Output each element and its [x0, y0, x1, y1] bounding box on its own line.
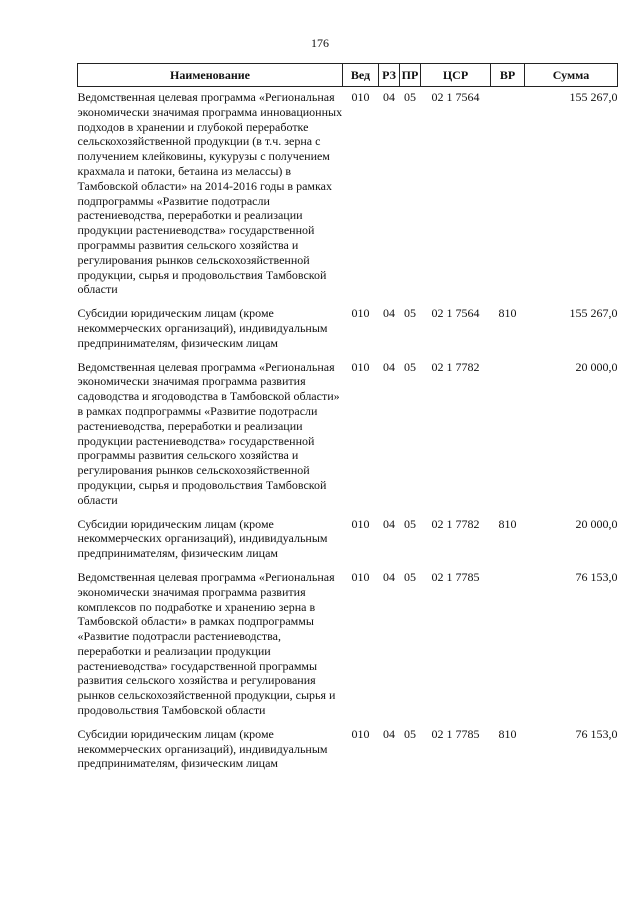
budget-table	[77, 63, 618, 777]
table-row	[78, 87, 618, 304]
column-header-rz: РЗ	[379, 64, 400, 87]
cell-pr: 05	[404, 516, 416, 531]
cell-ved: 010	[351, 726, 370, 741]
cell-pr: 05	[404, 726, 416, 741]
cell-sum: 155 267,0	[569, 306, 618, 321]
column-header-pr: ПР	[400, 64, 421, 87]
cell-csr: 02 1 7785	[431, 726, 480, 741]
cell-name: Ведомственная целевая программа «Региональная экономически значимая программа инновационных подходов в хранении и глубокой переработке сельскохозяйственной продукции (в т.ч. зерна с получением клейковины, кукурузы с получением крахмала и патоки, бетаина из мелассы) в Тамбовской области» на 2014-2016 годы в рамках подпрограммы «Развитие подотрасли растениеводства, переработки и реализации продукции растениеводства» государственной программы развития сельского хозяйства и регулирования рынков сельскохозяйственной продукции, сырья и продовольствия Тамбовской области	[77, 90, 343, 297]
cell-name: Ведомственная целевая программа «Региональная экономически значимая программа развития комплексов по подработке и хранению зерна в Тамбовской области» в рамках подпрограммы «Развитие подотрасли растениеводства, переработки и реализации продукции растениеводства» государственной программы развития сельского хозяйства и регулирования рынков сельскохозяйственной продукции, сырья и продовольствия Тамбовской области	[77, 569, 336, 718]
cell-pr: 05	[404, 306, 416, 321]
cell-pr: 05	[404, 569, 416, 584]
cell-csr: 02 1 7782	[431, 359, 480, 374]
cell-rz: 04	[383, 90, 395, 104]
cell-rz: 04	[383, 726, 395, 741]
cell-csr: 02 1 7785	[431, 569, 480, 584]
table-header-row	[78, 64, 618, 87]
cell-rz: 04	[383, 516, 395, 531]
page-number: 176	[311, 36, 329, 50]
cell-sum: 76 153,0	[575, 726, 618, 741]
cell-rz: 04	[383, 569, 395, 584]
table-row	[78, 514, 618, 567]
cell-name: Ведомственная целевая программа «Региональная экономически значимая программа развития садоводства и ягодоводства в Тамбовской области» в рамках подпрограммы «Развитие подотрасли растениеводства, переработки и реализации продукции растениеводства» государственной программы развития сельского хозяйства и регулирования рынков сельскохозяйственной продукции, сырья и продовольствия Тамбовской области	[77, 359, 340, 507]
cell-csr: 02 1 7564	[431, 306, 480, 321]
cell-pr: 05	[404, 359, 416, 374]
table-row	[78, 724, 618, 777]
cell-rz: 04	[383, 306, 395, 321]
cell-vr	[491, 567, 525, 724]
table-row	[78, 357, 618, 514]
column-header-vr: ВР	[491, 64, 525, 87]
column-header-ved: Вед	[343, 64, 379, 87]
cell-sum: 76 153,0	[575, 569, 618, 584]
cell-csr: 02 1 7782	[431, 516, 480, 531]
cell-ved: 010	[351, 90, 370, 104]
cell-vr: 810	[498, 726, 517, 741]
cell-vr	[491, 87, 525, 304]
cell-vr: 810	[498, 306, 517, 321]
cell-sum: 20 000,0	[575, 516, 618, 531]
cell-ved: 010	[351, 516, 370, 531]
cell-sum: 155 267,0	[569, 90, 618, 104]
cell-name: Субсидии юридическим лицам (кроме некоммерческих организаций), индивидуальным предпринимателям, физическим лицам	[77, 306, 328, 350]
cell-sum: 20 000,0	[575, 359, 618, 374]
column-header-csr: ЦСР	[421, 64, 491, 87]
cell-ved: 010	[351, 569, 370, 584]
cell-csr: 02 1 7564	[431, 90, 480, 104]
cell-vr	[491, 357, 525, 514]
column-header-name: Наименование	[78, 64, 343, 87]
cell-name: Субсидии юридическим лицам (кроме некоммерческих организаций), индивидуальным предпринимателям, физическим лицам	[77, 516, 328, 561]
table-row	[78, 303, 618, 356]
cell-ved: 010	[351, 306, 370, 321]
cell-vr: 810	[498, 516, 517, 531]
cell-ved: 010	[351, 359, 370, 374]
cell-name: Субсидии юридическим лицам (кроме некоммерческих организаций), индивидуальным предпринимателям, физическим лицам	[77, 726, 328, 771]
table-row	[78, 567, 618, 724]
column-header-sum: Сумма	[525, 64, 618, 87]
cell-pr: 05	[404, 90, 416, 104]
cell-rz: 04	[383, 359, 395, 374]
